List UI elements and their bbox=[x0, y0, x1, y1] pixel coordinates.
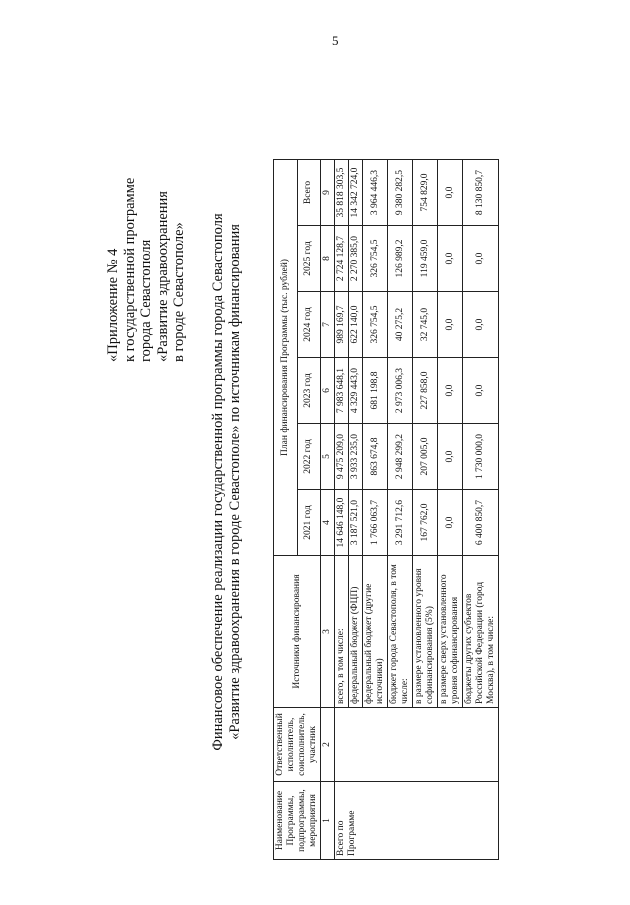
value-cell: 119 459,0 bbox=[413, 226, 438, 292]
source-cell: в размере сверх установленного уровня софинансирования bbox=[438, 556, 463, 708]
value-cell: 326 754,5 bbox=[363, 226, 388, 292]
header-sources: Источники финансирования bbox=[274, 556, 321, 708]
value-cell: 9 475 209,0 bbox=[335, 424, 349, 490]
source-cell: федеральный бюджет (другие источники) bbox=[363, 556, 388, 708]
column-number: 6 bbox=[321, 358, 335, 424]
value-cell: 3 187 521,0 bbox=[349, 490, 363, 556]
header-year: 2023 год bbox=[297, 358, 321, 424]
program-label: Всего по Программе bbox=[335, 782, 499, 860]
rotated-landscape-content bbox=[50, 82, 570, 872]
value-cell: 1 730 000,0 bbox=[463, 424, 499, 490]
column-number: 3 bbox=[321, 556, 335, 708]
column-number-row bbox=[321, 159, 335, 859]
value-cell: 989 169,7 bbox=[335, 292, 349, 358]
column-number: 1 bbox=[321, 782, 335, 860]
header-year: 2024 год bbox=[297, 292, 321, 358]
header-row-1 bbox=[274, 159, 298, 859]
appendix-line: «Приложение № 4 bbox=[105, 248, 121, 362]
value-cell: 3 933 235,0 bbox=[349, 424, 363, 490]
appendix-line: «Развитие здравоохранения bbox=[154, 191, 171, 362]
appendix-line: в городе Севастополе» bbox=[171, 222, 187, 362]
value-cell: 2 724 128,7 bbox=[335, 226, 349, 292]
value-cell: 3 291 712,6 bbox=[388, 490, 413, 556]
value-cell: 32 745,0 bbox=[413, 292, 438, 358]
value-cell: 1 766 063,7 bbox=[363, 490, 388, 556]
value-cell: 0,0 bbox=[463, 226, 499, 292]
column-number: 8 bbox=[321, 226, 335, 292]
table-row bbox=[335, 159, 349, 859]
column-number: 2 bbox=[321, 708, 335, 782]
value-cell: 40 275,2 bbox=[388, 292, 413, 358]
value-cell: 0,0 bbox=[438, 424, 463, 490]
value-cell: 0,0 bbox=[463, 292, 499, 358]
source-cell: в размере установленного уровня софинансирования (5%) bbox=[413, 556, 438, 708]
value-cell: 3 964 446,3 bbox=[363, 159, 388, 225]
value-cell: 14 342 724,0 bbox=[349, 159, 363, 225]
title-line-1: Финансовое обеспечение реализации государственной программы города Севастополя bbox=[210, 213, 226, 751]
value-cell: 326 754,5 bbox=[363, 292, 388, 358]
value-cell: 0,0 bbox=[438, 159, 463, 225]
column-number: 9 bbox=[321, 159, 335, 225]
header-program-name: Наименование Программы, подпрограммы, мероприятия bbox=[274, 782, 321, 860]
value-cell: 167 762,0 bbox=[413, 490, 438, 556]
value-cell: 0,0 bbox=[438, 358, 463, 424]
page-number: 5 bbox=[332, 33, 339, 48]
column-number: 5 bbox=[321, 424, 335, 490]
financing-table bbox=[273, 159, 499, 860]
source-cell: бюджет города Севастополя, в том числе: bbox=[388, 556, 413, 708]
source-cell: федеральный бюджет (ФЦП) bbox=[349, 556, 363, 708]
value-cell: 14 646 148,0 bbox=[335, 490, 349, 556]
source-cell: бюджеты других субъектов Российской Федерации (город Москва), в том числе: bbox=[463, 556, 499, 708]
header-year: 2025 год bbox=[297, 226, 321, 292]
value-cell: 4 329 443,0 bbox=[349, 358, 363, 424]
appendix-line: города Севастополя bbox=[138, 239, 154, 362]
source-cell: всего, в том числе: bbox=[335, 556, 349, 708]
value-cell: 227 858,0 bbox=[413, 358, 438, 424]
value-cell: 6 400 850,7 bbox=[463, 490, 499, 556]
value-cell: 126 989,2 bbox=[388, 226, 413, 292]
value-cell: 35 818 303,5 bbox=[335, 159, 349, 225]
value-cell: 0,0 bbox=[438, 490, 463, 556]
value-cell: 681 198,8 bbox=[363, 358, 388, 424]
value-cell: 2 270 385,0 bbox=[349, 226, 363, 292]
value-cell: 0,0 bbox=[438, 226, 463, 292]
value-cell: 2 948 299,2 bbox=[388, 424, 413, 490]
value-cell: 754 829,0 bbox=[413, 159, 438, 225]
document-title bbox=[210, 172, 243, 792]
appendix-block bbox=[105, 102, 188, 362]
value-cell: 207 005,0 bbox=[413, 424, 438, 490]
executor-cell bbox=[335, 708, 499, 782]
value-cell: 9 380 282,5 bbox=[388, 159, 413, 225]
header-total: Всего bbox=[297, 159, 321, 225]
value-cell: 7 983 648,1 bbox=[335, 358, 349, 424]
value-cell: 2 973 006,3 bbox=[388, 358, 413, 424]
value-cell: 0,0 bbox=[463, 358, 499, 424]
header-year: 2021 год bbox=[297, 490, 321, 556]
header-plan: План финансирования Программы (тыс. рублей) bbox=[274, 159, 298, 555]
column-number: 4 bbox=[321, 490, 335, 556]
appendix-line: к государственной программе bbox=[121, 177, 138, 362]
column-number: 7 bbox=[321, 292, 335, 358]
header-year: 2022 год bbox=[297, 424, 321, 490]
value-cell: 0,0 bbox=[438, 292, 463, 358]
header-executor: Ответственный исполнитель, соисполнитель, участник bbox=[274, 708, 321, 782]
title-line-2: «Развитие здравоохранения в городе Севастополе» по источникам финансирования bbox=[226, 224, 243, 740]
value-cell: 863 674,8 bbox=[363, 424, 388, 490]
value-cell: 622 140,0 bbox=[349, 292, 363, 358]
value-cell: 8 130 850,7 bbox=[463, 159, 499, 225]
